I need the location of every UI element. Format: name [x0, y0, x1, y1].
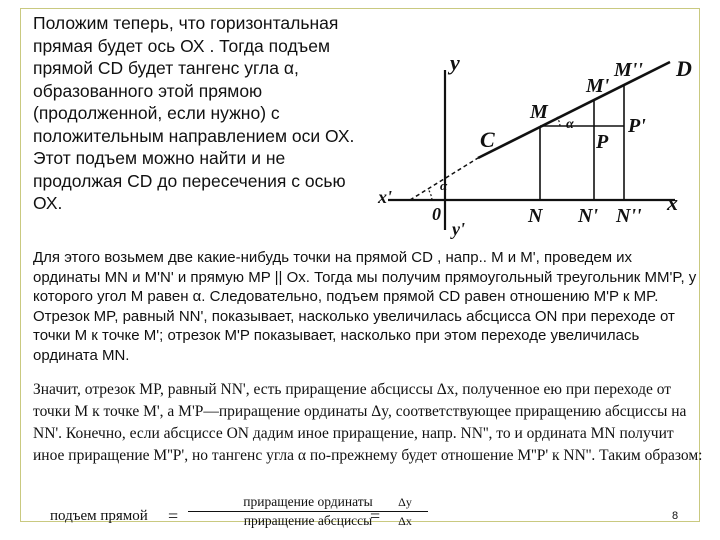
- label-alpha-m: α: [566, 117, 574, 132]
- label-alpha-x: α: [440, 178, 448, 193]
- label-n1: N': [578, 205, 598, 227]
- formula-equals: =: [168, 506, 179, 526]
- formula-dx: Δx: [398, 514, 412, 528]
- label-m1: M': [586, 75, 610, 97]
- paragraph-serif: Значит, отрезок MP, равный NN', есть приращение абсциссы Δx, полученное ею при переходе от точки M к точке M', а M'P—приращение ординаты Δy, соответствующее приращению абсциссы на NN'. Конечно, если абсциссе ON дадим иное приращение, напр. NN'', то и ордината MN получит иное приращение M''P', но тангенс угла α по-прежнему будет отношение M''P' к NN''. Таким образом:: [33, 381, 703, 464]
- formula-fraction-2: [390, 494, 420, 529]
- label-n: N: [528, 205, 543, 227]
- label-d: D: [676, 56, 692, 81]
- label-m2: M'': [614, 59, 643, 81]
- formula-equals-2: =: [370, 506, 381, 526]
- fraction-bar-2: [390, 511, 420, 512]
- formula-numerator: приращение ординаты: [243, 494, 373, 509]
- label-o: 0: [432, 204, 441, 224]
- label-y: y: [450, 50, 460, 75]
- label-c: C: [480, 127, 495, 152]
- formula-dy: Δy: [398, 495, 412, 509]
- label-x-prime: x': [378, 187, 393, 207]
- label-p1: P': [628, 115, 646, 137]
- label-x: x: [667, 190, 678, 215]
- label-m: M: [530, 101, 548, 123]
- intro-text: Положим теперь, что горизонтальная прямая будет ось ОХ . Тогда подъем прямой CD будет тангенс угла α, образованного этой прямою (продолженной, если нужно) с положительным направлением оси ОХ. Этот подъем можно найти и не продолжая CD до пересечения с осью ОХ.: [33, 13, 355, 213]
- label-y-prime: y': [452, 219, 465, 239]
- angle-arc-x: [428, 189, 432, 200]
- label-n2: N'': [616, 205, 642, 227]
- formula-denominator: приращение абсциссы: [243, 513, 373, 528]
- page-number: 8: [672, 510, 679, 522]
- label-p: P: [596, 131, 609, 153]
- formula-lhs: подъем прямой: [50, 508, 148, 524]
- coordinate-figure: [370, 50, 700, 250]
- paragraph-sans: Для этого возьмем две какие-нибудь точки на прямой CD , напр.. M и M', проведем их ординаты MN и M'N' и прямую MP || Ox. Тогда мы получим прямоугольный треугольник MM'P, у которого угол M равен α. Следовательно, подъем прямой CD равен отношению M'P к MP. Отрезок MP, равный NN', показывает, насколько увеличилась абсцисса ON при переходе от точки M к точке M'; отрезок M'P показывает, насколько при этом переходе увеличилась ордината MN.: [33, 249, 697, 364]
